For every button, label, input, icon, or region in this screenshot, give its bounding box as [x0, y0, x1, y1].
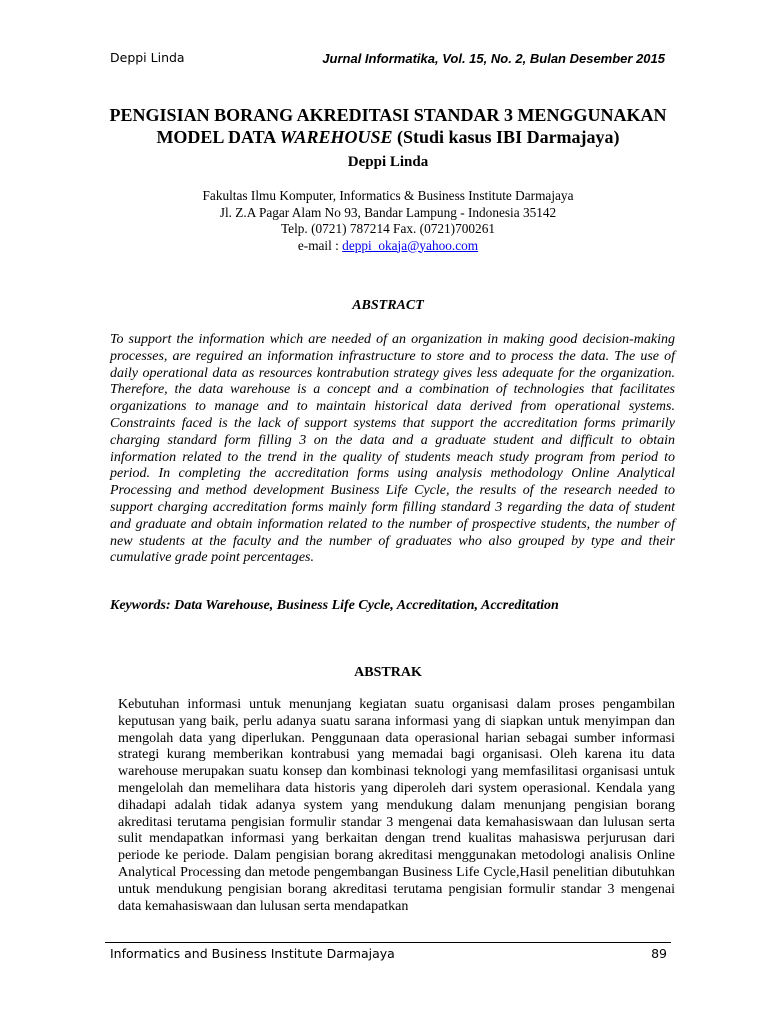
author-name: Deppi Linda [347, 154, 429, 170]
abstract-body: To support the information which are needed of an organization in making good decision-making processes, are reguired an information infrastructure to store and to process the data. The use of daily operational data as resources kontrabution strategy gives less adequate for the organization. Therefore, the data warehouse is a concept and a combination of technologies that facilitates organizations to manage and to maintain historical data derived from operational systems. Constraints faced is the lack of support systems that support the accreditation forms primarily charging standard form filling 3 on the data and a graduate student and difficult to obtain information related to the trend in the quality of students meach study program from period to period. In completing the accreditation forms using analysis methodology Online Analytical Processing and method development Business Life Cycle, the results of the research needed to support charging accreditation forms mainly form filling standard 3 regarding the data of student and graduate and obtain information related to the number of prospective students, the number of new students at the faculty and the number of graduates who also grouped by type and their cumulative grade point percentages. [110, 332, 675, 566]
email-label: e-mail : [297, 237, 343, 253]
email-link[interactable]: deppi_okaja@yahoo.com [342, 237, 479, 253]
paper-title-suffix: (Studi kasus IBI Darmajaya) [392, 127, 620, 147]
abstrak-body: Kebutuhan informasi untuk menunjang kegiatan suatu organisasi dalam proses pengambilan keputusan yang baik, perlu adanya suatu sarana informasi yang di siapkan untuk menyimpan dan mengolah data yang diperlukan. Penggunaan data operasional harian sebagai sumber informasi strategi kurang memberikan kontrabusi yang memadai bagi organisasi. Oleh karena itu data warehouse merupakan suatu konsep dan kombinasi teknologi yang memfasilitasi organisasi untuk mengelolah dan memelihara data historis yang diperoleh dari system operasional. Kendala yang dihadapi adalah tidak adanya system yang mendukung dalam menunjang pengisian borang akreditasi terutama pengisian formulir standar 3 mengenai data kemahasiswaan dan lulusan serta sulit mendapatkan informasi yang berkaitan dengan trend kualitas mahasiswa perjurusan dari periode ke periode. Dalam pengisian borang akreditasi menggunakan metodologi analisis Online Analytical Processing dan metode pengembangan Business Life Cycle,Hasil penelitian dibutuhkan untuk mendukung pengisian borang akreditasi terutama pengisian formulir standar 3 mengenai data kemahasiswaan dan lulusan serta mendapatkan [118, 697, 675, 914]
keywords: Keywords: Data Warehouse, Business Life Cycle, Accreditation, Accreditation [110, 598, 559, 613]
paper-title-line-2 [100, 126, 676, 148]
paper-title-prefix: MODEL DATA [156, 127, 280, 147]
running-header-journal: Jurnal Informatika, Vol. 15, No. 2, Bulan Desember 2015 [322, 51, 665, 66]
paper-title-line-1: PENGISIAN BORANG AKREDITASI STANDAR 3 MENGGUNAKAN [109, 105, 667, 125]
affiliation [100, 188, 676, 254]
page-number: 89 [651, 946, 667, 961]
paper-title [100, 104, 676, 148]
running-header-author: Deppi Linda [110, 50, 185, 65]
paper-title-italic: WAREHOUSE [279, 127, 393, 147]
affiliation-address: Jl. Z.A Pagar Alam No 93, Bandar Lampung - Indonesia 35142 [219, 204, 557, 220]
abstrak-heading: ABSTRAK [354, 665, 422, 680]
footer-institution: Informatics and Business Institute Darmajaya [110, 946, 395, 961]
affiliation-email-line [100, 238, 676, 255]
footer-divider [105, 942, 671, 943]
abstract-heading: ABSTRACT [352, 298, 424, 313]
affiliation-faculty: Fakultas Ilmu Komputer, Informatics & Business Institute Darmajaya [202, 188, 574, 203]
affiliation-phone: Telp. (0721) 787214 Fax. (0721)700261 [280, 221, 495, 236]
